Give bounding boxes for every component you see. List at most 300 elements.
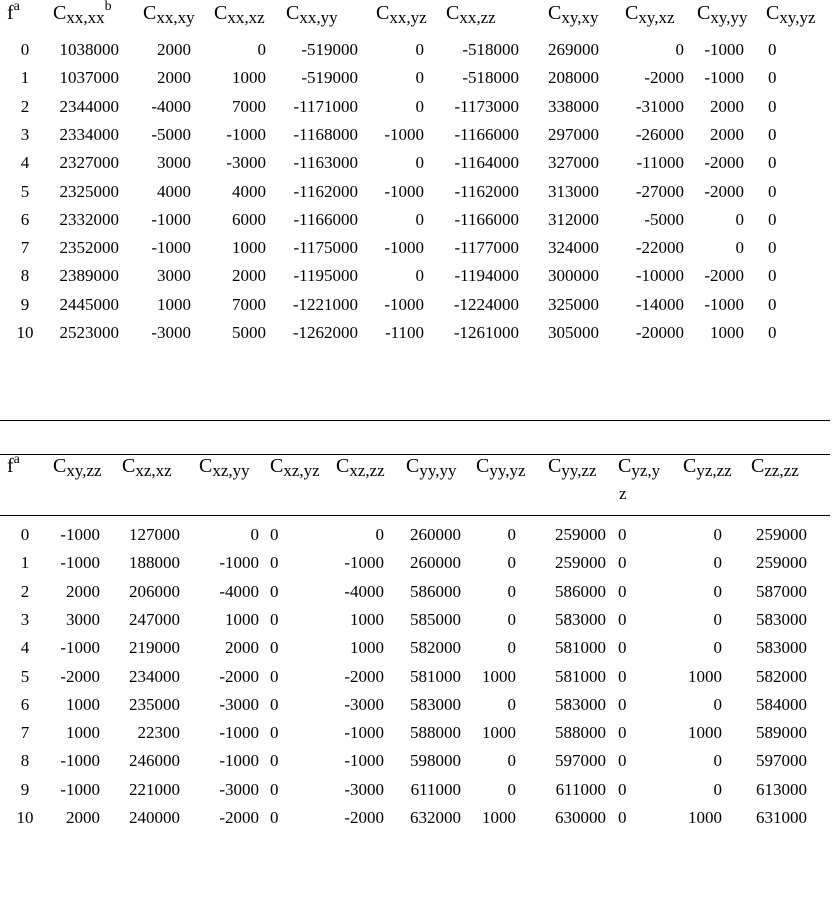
frequency-index-cell: 0 [20, 525, 30, 544]
table-cell: 581000 [410, 666, 461, 686]
table-cell: 0 [415, 40, 424, 59]
table-cell: 0 [618, 694, 627, 714]
column-header-subscript: xx,zz [459, 8, 496, 27]
column-header [618, 455, 660, 478]
table-cell: 630000 [555, 808, 606, 827]
table-row [0, 804, 832, 832]
column-header-subscript-wrap: z [619, 484, 627, 503]
table-cell: 0 [618, 723, 627, 743]
frequency-index-cell: 9 [20, 779, 30, 799]
column-header-symbol: C [53, 455, 67, 477]
table-cell: 0 [713, 525, 722, 544]
table-row [0, 549, 832, 577]
table-cell: 0 [618, 581, 627, 601]
table-cell: 7000 [232, 96, 266, 116]
table-cell: 3000 [157, 266, 191, 286]
table-cell: 0 [768, 209, 777, 229]
table-cell: -2000 [644, 68, 684, 88]
table-cell: 297000 [548, 124, 599, 144]
table-cell: 1000 [482, 723, 516, 743]
table-cell: -1175000 [293, 238, 358, 258]
table-row [0, 93, 832, 121]
table-cell: 338000 [548, 96, 599, 116]
table-cell: 1000 [350, 638, 384, 658]
table-cell: 583000 [756, 638, 807, 658]
elastic-constants-table-1 [0, 0, 832, 430]
table-cell: -3000 [226, 153, 266, 173]
table-cell: -1262000 [292, 323, 358, 342]
table-cell: 584000 [756, 694, 807, 714]
table-cell: -1000 [60, 779, 100, 799]
table-cell: -14000 [635, 294, 684, 314]
table-cell: 1038000 [59, 40, 119, 59]
column-header [406, 455, 457, 478]
frequency-index-cell: 10 [16, 808, 34, 827]
column-header-symbol: C [751, 455, 765, 477]
table-cell: -1000 [60, 553, 100, 573]
table-cell: 0 [270, 666, 279, 686]
table-cell: 0 [270, 779, 279, 799]
column-header-symbol: C [548, 455, 562, 477]
table-cell: 1000 [482, 808, 516, 827]
table-cell: 0 [713, 581, 722, 601]
frequency-index-cell: 5 [20, 666, 30, 686]
table-cell: 0 [270, 808, 279, 827]
table-row [0, 121, 832, 149]
table-cell: 0 [270, 723, 279, 743]
column-header-symbol: C [53, 2, 67, 24]
column-header-subscript: xy,yy [710, 8, 748, 27]
column-header-symbol: C [618, 455, 632, 477]
table-cell: 324000 [548, 238, 599, 258]
table-cell: 0 [415, 68, 424, 88]
table-cell: 2344000 [59, 96, 119, 116]
frequency-index-cell: 7 [20, 238, 30, 258]
table-cell: 260000 [410, 553, 461, 573]
table-cell: 589000 [756, 723, 807, 743]
table-cell: 613000 [756, 779, 807, 799]
table-cell: 632000 [410, 808, 461, 827]
table-row [0, 634, 832, 662]
table-cell: 240000 [129, 808, 180, 827]
table-cell: -2000 [704, 266, 744, 286]
table-cell: 0 [507, 581, 516, 601]
table-cell: -3000 [219, 694, 259, 714]
table-cell: -1173000 [454, 96, 519, 116]
table-cell: -1162000 [454, 181, 519, 201]
table-cell: 4000 [232, 181, 266, 201]
table-cell: 582000 [410, 638, 461, 658]
table-cell: 588000 [410, 723, 461, 743]
frequency-index-cell: 7 [20, 723, 30, 743]
table-cell: -10000 [635, 266, 684, 286]
table-cell: 219000 [129, 638, 180, 658]
table-cell: 313000 [548, 181, 599, 201]
column-header-symbol: C [199, 455, 213, 477]
table-cell: 300000 [548, 266, 599, 286]
column-header-symbol: C [683, 455, 697, 477]
column-header-symbol: C [143, 2, 157, 24]
frequency-index-cell: 1 [20, 68, 30, 88]
table-cell: -1000 [60, 751, 100, 771]
table-cell: 246000 [129, 751, 180, 771]
column-header-subscript: xx,xy [156, 8, 195, 27]
table-cell: 221000 [129, 779, 180, 799]
table-cell: 0 [618, 553, 627, 573]
table-cell: 0 [415, 153, 424, 173]
column-header [214, 2, 265, 25]
table-cell: 2325000 [59, 181, 119, 201]
table-cell: 269000 [548, 40, 599, 59]
table-cell: -3000 [151, 323, 191, 342]
table-cell: -1171000 [293, 96, 358, 116]
column-header-symbol: C [122, 455, 136, 477]
table-cell: -2000 [60, 666, 100, 686]
table-cell: 581000 [555, 638, 606, 658]
table-cell: 583000 [555, 694, 606, 714]
table-cell: 585000 [410, 609, 461, 629]
table-cell: 598000 [410, 751, 461, 771]
column-header-subscript: yz,y [631, 461, 661, 480]
table-row [0, 178, 832, 206]
table-cell: -2000 [219, 666, 259, 686]
table-cell: -1194000 [454, 266, 519, 286]
table-cell: 0 [507, 751, 516, 771]
table-row [0, 36, 832, 64]
table-cell: -518000 [462, 40, 519, 59]
table-cell: 0 [713, 609, 722, 629]
column-header-symbol: C [625, 2, 639, 24]
table-cell: 0 [507, 694, 516, 714]
table-row [0, 691, 832, 719]
column-header-subscript: xy,xy [561, 8, 599, 27]
table-cell: 7000 [232, 294, 266, 314]
column-header-superscript: a [13, 0, 20, 14]
table-cell: 235000 [129, 694, 180, 714]
table-cell: -1164000 [454, 153, 519, 173]
table-cell: 3000 [66, 609, 100, 629]
column-header-subscript: xy,yz [779, 8, 816, 27]
table-cell: 2334000 [59, 124, 119, 144]
table-cell: 2352000 [59, 238, 119, 258]
frequency-index-cell: 4 [20, 638, 30, 658]
table-cell: 1037000 [59, 68, 119, 88]
column-header [270, 455, 320, 478]
column-header-subscript: yz,zz [696, 461, 732, 480]
table-cell: 0 [618, 638, 627, 658]
column-header-subscript: xy,zz [66, 461, 102, 480]
table-cell: -1000 [219, 723, 259, 743]
table-cell: 0 [375, 525, 384, 544]
table-cell: 2000 [225, 638, 259, 658]
column-header [53, 2, 112, 27]
table-cell: -1166000 [454, 209, 519, 229]
table-cell: 0 [618, 666, 627, 686]
table-cell: -1000 [226, 124, 266, 144]
table-cell: -1000 [60, 525, 100, 544]
table-cell: 2000 [710, 124, 744, 144]
table-cell: 188000 [129, 553, 180, 573]
frequency-index-cell: 0 [20, 40, 30, 59]
column-header-symbol: f [7, 2, 14, 24]
table-cell: -4000 [344, 581, 384, 601]
table-cell: 4000 [157, 181, 191, 201]
table-cell: 611000 [410, 779, 461, 799]
column-header [143, 2, 195, 25]
table-cell: 1000 [157, 294, 191, 314]
table-cell: -1000 [384, 294, 424, 314]
table-row [0, 776, 832, 804]
table-cell: 247000 [129, 609, 180, 629]
table-cell: 1000 [688, 723, 722, 743]
table-cell: 0 [618, 779, 627, 799]
table-cell: -1000 [704, 40, 744, 59]
frequency-index-cell: 6 [20, 694, 30, 714]
table-cell: 1000 [350, 609, 384, 629]
table-cell: 0 [270, 581, 279, 601]
frequency-index-cell: 2 [20, 96, 30, 116]
table-cell: 0 [768, 181, 777, 201]
table-cell: 0 [618, 808, 627, 827]
table-cell: -519000 [301, 68, 358, 88]
table-cell: -11000 [636, 153, 684, 173]
frequency-index-cell: 4 [20, 153, 30, 173]
column-header [7, 2, 20, 27]
table-cell: 583000 [555, 609, 606, 629]
table-cell: 2389000 [59, 266, 119, 286]
table-cell: 0 [735, 209, 744, 229]
column-header-superscript: a [13, 452, 20, 467]
table-cell: -1224000 [453, 294, 519, 314]
table-cell: -27000 [635, 181, 684, 201]
table-cell: -1000 [344, 553, 384, 573]
frequency-index-cell: 10 [16, 323, 34, 342]
table-cell: -1177000 [454, 238, 519, 258]
column-header [548, 2, 599, 25]
table-cell: 259000 [555, 525, 606, 544]
table-cell: -519000 [301, 40, 358, 59]
column-header-subscript: yy,yz [489, 461, 526, 480]
table-row [0, 578, 832, 606]
table-cell: 0 [270, 553, 279, 573]
table-cell: -1162000 [293, 181, 358, 201]
table-cell: -1166000 [454, 124, 519, 144]
table-cell: -3000 [219, 779, 259, 799]
table-cell: 0 [415, 96, 424, 116]
table-cell: 0 [713, 751, 722, 771]
table-row [0, 606, 832, 634]
header-row [0, 452, 832, 505]
table-cell: 22300 [137, 723, 180, 743]
table-cell: 0 [507, 553, 516, 573]
table-cell: 582000 [756, 666, 807, 686]
table-cell: 611000 [555, 779, 606, 799]
column-header [53, 455, 102, 478]
table-cell: -5000 [644, 209, 684, 229]
table-cell: 0 [768, 294, 777, 314]
table-cell: 1000 [482, 666, 516, 686]
table-cell: -1000 [219, 553, 259, 573]
table-cell: 2000 [232, 266, 266, 286]
table-cell: 0 [270, 638, 279, 658]
column-header-symbol: C [214, 2, 228, 24]
table-cell: 0 [415, 209, 424, 229]
table-cell: 2000 [710, 96, 744, 116]
column-header [766, 2, 816, 25]
table-cell: -1166000 [293, 209, 358, 229]
frequency-index-cell: 1 [20, 553, 30, 573]
column-header-subscript: yy,yy [419, 461, 457, 480]
frequency-index-cell: 6 [20, 209, 30, 229]
table-row [0, 319, 832, 347]
table-cell: 305000 [548, 323, 599, 342]
table-cell: -1000 [151, 209, 191, 229]
table-cell: 2000 [157, 40, 191, 59]
column-header-subscript: xz,yz [283, 461, 320, 480]
column-header-symbol: C [548, 2, 562, 24]
column-header [751, 455, 799, 478]
table-cell: -2000 [219, 808, 259, 827]
table-cell: -1000 [384, 181, 424, 201]
table-cell: 0 [618, 609, 627, 629]
table-cell: 0 [735, 238, 744, 258]
table-cell: 0 [768, 238, 777, 258]
table-row [0, 719, 832, 747]
table-rule [0, 420, 830, 421]
table-cell: 0 [415, 266, 424, 286]
table-cell: 234000 [129, 666, 180, 686]
table-cell: 1000 [688, 808, 722, 827]
elastic-constants-table-2 [0, 440, 832, 901]
table-cell: 0 [768, 96, 777, 116]
table-cell: 0 [768, 68, 777, 88]
table-cell: 1000 [710, 323, 744, 342]
table-cell: -1000 [344, 751, 384, 771]
table-cell: 0 [768, 323, 777, 342]
table-cell: -1221000 [292, 294, 358, 314]
table-cell: 2000 [66, 581, 100, 601]
frequency-index-cell: 8 [20, 266, 30, 286]
table-cell: 1000 [688, 666, 722, 686]
table-cell: 2327000 [59, 153, 119, 173]
table-cell: 0 [507, 609, 516, 629]
table-cell: 2000 [157, 68, 191, 88]
table-cell: 0 [270, 609, 279, 629]
table-cell: 581000 [555, 666, 606, 686]
column-header-subscript: yy,zz [561, 461, 597, 480]
table-cell: -1000 [151, 238, 191, 258]
table-cell: 259000 [756, 525, 807, 544]
table-cell: 0 [270, 751, 279, 771]
column-header-symbol: C [446, 2, 460, 24]
column-header-subscript: xz,yy [212, 461, 250, 480]
table-cell: 0 [507, 638, 516, 658]
table-cell: -1100 [384, 323, 424, 342]
table-cell: 325000 [548, 294, 599, 314]
table-cell: 0 [257, 40, 266, 59]
table-cell: -1168000 [293, 124, 358, 144]
table-cell: -1000 [344, 723, 384, 743]
table-cell: 583000 [756, 609, 807, 629]
table-cell: -1000 [60, 638, 100, 658]
table-cell: 1000 [225, 609, 259, 629]
table-cell: 586000 [555, 581, 606, 601]
table-cell: 0 [675, 40, 684, 59]
frequency-index-cell: 3 [20, 124, 30, 144]
table-cell: 586000 [410, 581, 461, 601]
table-cell: 260000 [410, 525, 461, 544]
column-header-symbol: C [270, 455, 284, 477]
column-header [683, 455, 732, 478]
table-row [0, 64, 832, 92]
table-cell: 583000 [410, 694, 461, 714]
table-cell: 0 [768, 266, 777, 286]
table-row [0, 521, 832, 549]
column-header-subscript: xz,zz [349, 461, 385, 480]
column-header-superscript: b [104, 0, 112, 14]
table-cell: 0 [250, 525, 259, 544]
table-row [0, 291, 832, 319]
column-header-symbol: f [7, 455, 14, 477]
table-cell: -4000 [219, 581, 259, 601]
table-cell: 312000 [548, 209, 599, 229]
table-row [0, 234, 832, 262]
column-header-symbol: C [766, 2, 780, 24]
table-cell: 0 [768, 40, 777, 59]
frequency-index-cell: 8 [20, 751, 30, 771]
table-cell: 597000 [555, 751, 606, 771]
table-cell: 5000 [232, 323, 266, 342]
column-header [548, 455, 597, 478]
frequency-index-cell: 9 [20, 294, 30, 314]
table-cell: -5000 [151, 124, 191, 144]
column-header-symbol: C [476, 455, 490, 477]
table-cell: 631000 [756, 808, 807, 827]
table-cell: -31000 [635, 96, 684, 116]
table-cell: 588000 [555, 723, 606, 743]
table-cell: -1000 [219, 751, 259, 771]
table-cell: -26000 [635, 124, 684, 144]
column-header-subscript: zz,zz [764, 461, 799, 480]
column-header-symbol: C [697, 2, 711, 24]
table-cell: -2000 [704, 153, 744, 173]
column-header-subscript: xx,xz [227, 8, 265, 27]
column-header-subscript: xx,yy [299, 8, 338, 27]
table-rule [0, 515, 830, 516]
table-cell: 0 [618, 751, 627, 771]
table-cell: 0 [713, 694, 722, 714]
column-header-symbol: C [286, 2, 300, 24]
column-header [446, 2, 496, 25]
table-cell: 2445000 [59, 294, 119, 314]
table-row [0, 206, 832, 234]
table-cell: 208000 [548, 68, 599, 88]
column-header-subscript: xx,xx [66, 8, 105, 27]
column-header-symbol: C [336, 455, 350, 477]
table-cell: -1000 [384, 238, 424, 258]
table-cell: 0 [270, 525, 279, 544]
column-header [376, 2, 427, 25]
table-cell: 0 [618, 525, 627, 544]
column-header-symbol: C [406, 455, 420, 477]
column-header [286, 2, 338, 25]
table-cell: -2000 [344, 666, 384, 686]
column-header-symbol: C [376, 2, 390, 24]
column-header [625, 2, 675, 25]
column-header [7, 452, 20, 480]
table-cell: -1000 [704, 294, 744, 314]
table-cell: 1000 [232, 68, 266, 88]
